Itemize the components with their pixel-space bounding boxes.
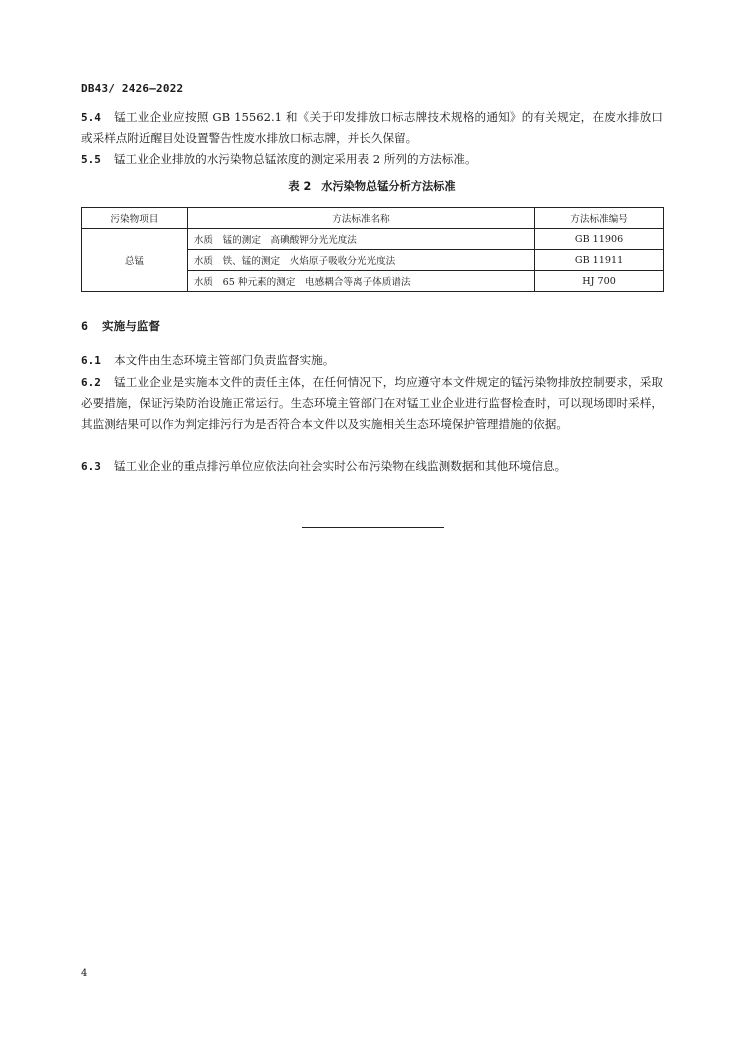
method-name-cell: 水质 65 种元素的测定 电感耦合等离子体质谱法 [187,271,534,292]
method-code-cell: HJ 700 [535,271,664,292]
clause-text: 本文件由生态环境主管部门负责监督实施。 [114,353,335,367]
method-name-cell: 水质 铁、锰的测定 火焰原子吸收分光光度法 [187,250,534,271]
clause-text: 锰工业企业应按照 GB 15562.1 和《关于印发排放口标志牌技术规格的通知》的有关规定，在废水排放口或采样点附近醒目处设置警告性废水排放口标志牌，并长久保留。 [81,110,663,145]
clause-number: 6.3 [81,460,101,473]
table-header-row [82,208,664,229]
section-title: 实施与监督 [102,319,160,333]
table-title: 水污染物总锰分析方法标准 [321,180,456,193]
method-code-cell: GB 11911 [535,250,664,271]
clause-text: 锰工业企业的重点排污单位应依法向社会实时公布污染物在线监测数据和其他环境信息。 [114,459,567,473]
clause-number: 6.1 [81,354,101,367]
clause-text: 锰工业企业是实施本文件的责任主体，在任何情况下，均应遵守本文件规定的锰污染物排放控制要求，采取必要措施，保证污染防治设施正常运行。生态环境主管部门在对锰工业企业进行监督检查时，可以现场即时采样，其监测结果可以作为判定排污行为是否符合本文件以及实施相关生态环境保护管理措施的依据。 [81,375,663,431]
clause-number: 5.5 [81,153,101,166]
clause-5-4 [81,107,663,149]
section-number: 6 [81,319,88,333]
pollutant-cell: 总锰 [82,229,188,292]
clause-number: 5.4 [81,111,101,124]
table-caption [81,178,663,194]
method-name-cell: 水质 锰的测定 高碘酸钾分光光度法 [187,229,534,250]
header-method-name: 方法标准名称 [187,208,534,229]
method-code-cell: GB 11906 [535,229,664,250]
method-standards-table [81,207,664,292]
table-row [82,229,664,250]
clause-5-5 [81,149,663,170]
clause-text: 锰工业企业排放的水污染物总锰浓度的测定采用表 2 所列的方法标准。 [114,152,477,166]
clause-6-1 [81,350,663,371]
header-method-code: 方法标准编号 [535,208,664,229]
table-label: 表 2 [288,180,312,193]
clause-number: 6.2 [81,376,101,389]
end-divider [302,527,444,528]
header-pollutant: 污染物项目 [82,208,188,229]
clause-6-3 [81,456,663,477]
clause-6-2 [81,372,663,435]
standard-code: DB43/ 2426—2022 [81,82,184,95]
section-heading [81,318,160,334]
page-number: 4 [81,968,88,979]
